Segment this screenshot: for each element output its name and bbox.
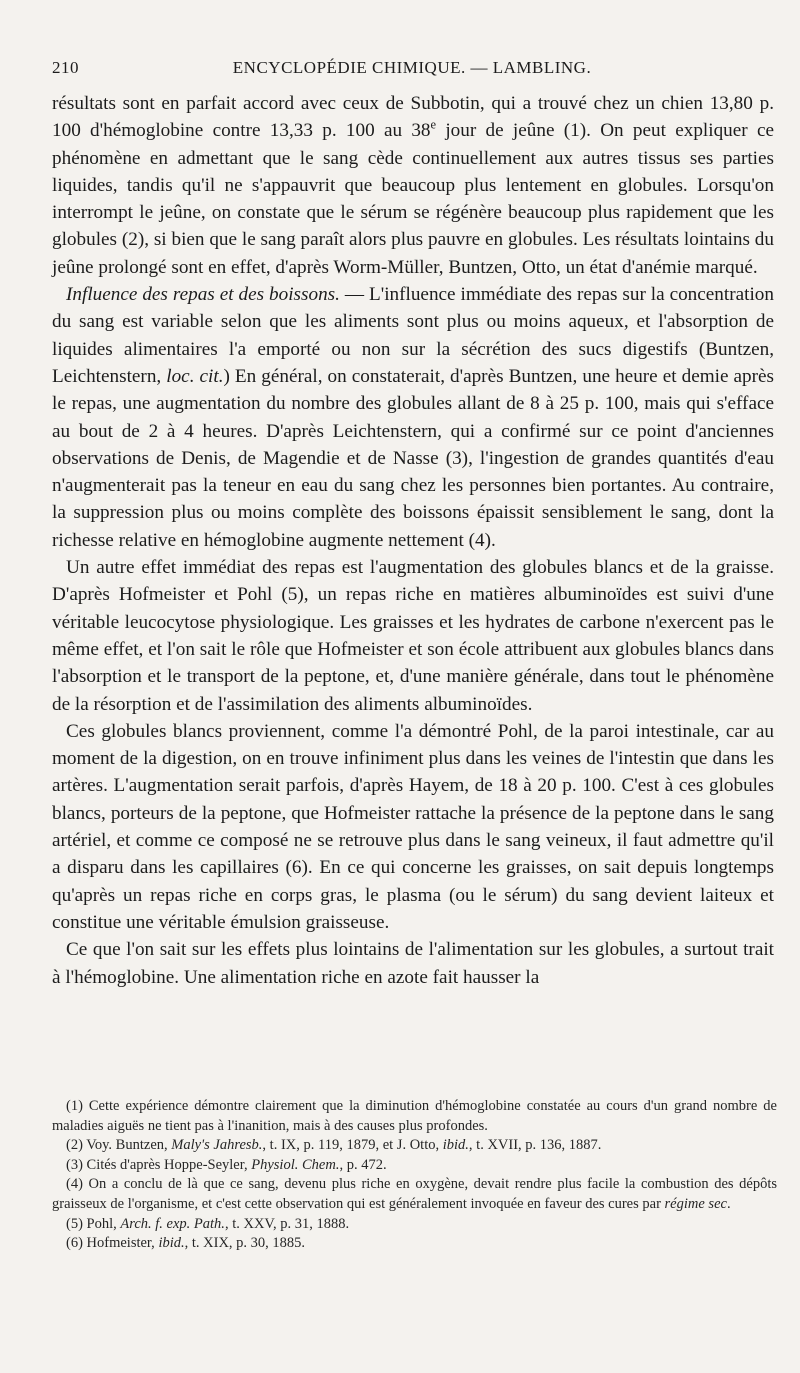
footnote-5-journal: Arch. f. exp. Path. bbox=[120, 1215, 225, 1232]
paragraph-5: Ce que l'on sait sur les effets plus lointains de l'alimentation sur les globules, a surtout trait à l'hémoglobine. Une alimentation riche en azote fait hausser la bbox=[52, 939, 774, 988]
footnote-4-term: régime sec bbox=[664, 1195, 727, 1212]
footnotes bbox=[52, 1097, 777, 1254]
body-text bbox=[52, 90, 774, 991]
footnote-6-ibid: ibid. bbox=[158, 1235, 185, 1252]
footnote-5-text-b: , t. XXV, p. 31, 1888. bbox=[224, 1215, 350, 1232]
footnote-3-text-b: , p. 472. bbox=[339, 1156, 387, 1173]
footnote-4 bbox=[52, 1175, 777, 1214]
paragraph-1-tail: jour de jeûne (1). On peut expliquer ce phénomène en admettant que le sang cède continuellement aux autres tissus ses parties liquides, tandis qu'il ne s'appauvrit que beaucoup plus lentement en globules. Lorsqu'on interrompt le jeûne, on constate que le sérum se régénère beaucoup plus rapidement que les globules (2), si bien que le sang paraît alors plus pauvre en globules. Les résultats lointains du jeûne prolongé sont en effet, d'après Worm-Müller, Buntzen, Otto, un état d'anémie marqué. bbox=[52, 120, 774, 278]
footnote-4-text-b: . bbox=[726, 1195, 731, 1212]
paragraph-1 bbox=[52, 90, 774, 281]
footnote-2-journal: Maly's Jahresb. bbox=[171, 1137, 263, 1154]
page-header bbox=[52, 58, 772, 84]
paragraph-4: Ces globules blancs proviennent, comme l'a démontré Pohl, de la paroi intestinale, car au moment de la digestion, on en trouve infiniment plus dans les veines de l'intestin que dans les artères. L'augmentation serait parfois, d'après Hayem, de 18 à 20 p. 100. C'est à ces globules blancs, porteurs de la peptone, que Hofmeister rattache la présence de la peptone dans le sang artériel, et comme ce composé ne se retrouve plus dans le sang veineux, il faut admettre qu'il a disparu dans les capillaires (6). En ce qui concerne les graisses, on sait depuis longtemps qu'après un repas riche en corps gras, le plasma (ou le sérum) du sang devient laiteux et constitue une véritable émulsion graisseuse. bbox=[52, 720, 774, 933]
footnote-6-text: (6) Hofmeister, bbox=[66, 1235, 159, 1252]
footnote-3-text: (3) Cités d'après Hoppe-Seyler, bbox=[66, 1156, 252, 1173]
page-number: 210 bbox=[52, 58, 79, 77]
footnote-2-ibid: ibid. bbox=[442, 1137, 469, 1154]
footnote-1: (1) Cette expérience démontre clairement que la diminution d'hémoglobine constatée au cours d'un grand nombre de maladies aiguës ne tient pas à l'inanition, mais à des causes plus profondes. bbox=[52, 1098, 777, 1134]
footnote-3-title: Physiol. Chem. bbox=[251, 1156, 340, 1173]
footnote-5 bbox=[52, 1215, 777, 1235]
paragraph-3: Un autre effet immédiat des repas est l'augmentation des globules blancs et de la graisse. D'après Hofmeister et Pohl (5), un repas riche en matières albuminoïdes est suivi d'une véritable leucocytose physiologique. Les graisses et les hydrates de carbone n'exercent pas le même effet, et l'on sait le rôle que Hofmeister et son école attribuent aux globules blancs dans l'absorption et le transport de la peptone, et, d'une manière générale, dans tout le phénomène de la résorption et de l'assimilation des aliments albuminoïdes. bbox=[52, 557, 774, 715]
citation-loc-cit: loc. cit. bbox=[166, 365, 224, 387]
footnote-4-text: (4) On a conclu de là que ce sang, devenu plus riche en oxygène, devait rendre plus facile la combustion des dépôts graisseux de l'organisme, et c'est cette observation qui est généralement invoquée en faveur des cures par bbox=[52, 1176, 777, 1212]
ordinal-superscript: e bbox=[430, 117, 437, 132]
section-heading: Influence des repas et des boissons. bbox=[66, 284, 340, 306]
paragraph-2-text-a: — L'influence immédiate des repas sur la concentration du sang est variable selon que les aliments sont plus ou moins aqueux, et l'absorption de liquides alimentaires l'a emporté ou non sur la sécrétion des sucs digestifs (Buntzen, Leichtenstern, bbox=[52, 284, 774, 387]
footnote-6-text-b: , t. XIX, p. 30, 1885. bbox=[184, 1235, 306, 1252]
footnote-2-text-c: , t. XVII, p. 136, 1887. bbox=[468, 1137, 602, 1154]
paragraph-2-text-b: ) En général, on constaterait, d'après Buntzen, une heure et demie après le repas, une augmentation du nombre des globules allant de 8 à 25 p. 100, mais qui s'efface au bout de 2 à 4 heures. D'après Leichtenstern, qui a confirmé sur ce point d'anciennes observations de Denis, de Magendie et de Nasse (3), l'ingestion de grandes quantités d'eau n'augmenterait pas la teneur en eau du sang chez les personnes bien portantes. Au contraire, la suppression plus ou moins complète des boissons épaissit sensiblement le sang, dont la richesse relative en hémoglobine augmente nettement (4). bbox=[52, 365, 774, 551]
footnote-2-text-b: , t. IX, p. 119, 1879, et J. Otto, bbox=[262, 1137, 443, 1154]
footnote-3 bbox=[52, 1156, 777, 1176]
footnote-2-text: (2) Voy. Buntzen, bbox=[66, 1137, 172, 1154]
footnote-6 bbox=[52, 1234, 777, 1254]
paragraph-2 bbox=[52, 281, 774, 554]
footnote-2 bbox=[52, 1136, 777, 1156]
footnote-5-text: (5) Pohl, bbox=[66, 1215, 121, 1232]
paragraph-1-text: résultats sont en parfait accord avec ceux de Subbotin, qui a trouvé chez un chien 13,80 p. 100 d'hémoglobine contre 13,33 p. 100 au 38 bbox=[52, 93, 774, 142]
running-head: ENCYCLOPÉDIE CHIMIQUE. — LAMBLING. bbox=[232, 58, 592, 77]
